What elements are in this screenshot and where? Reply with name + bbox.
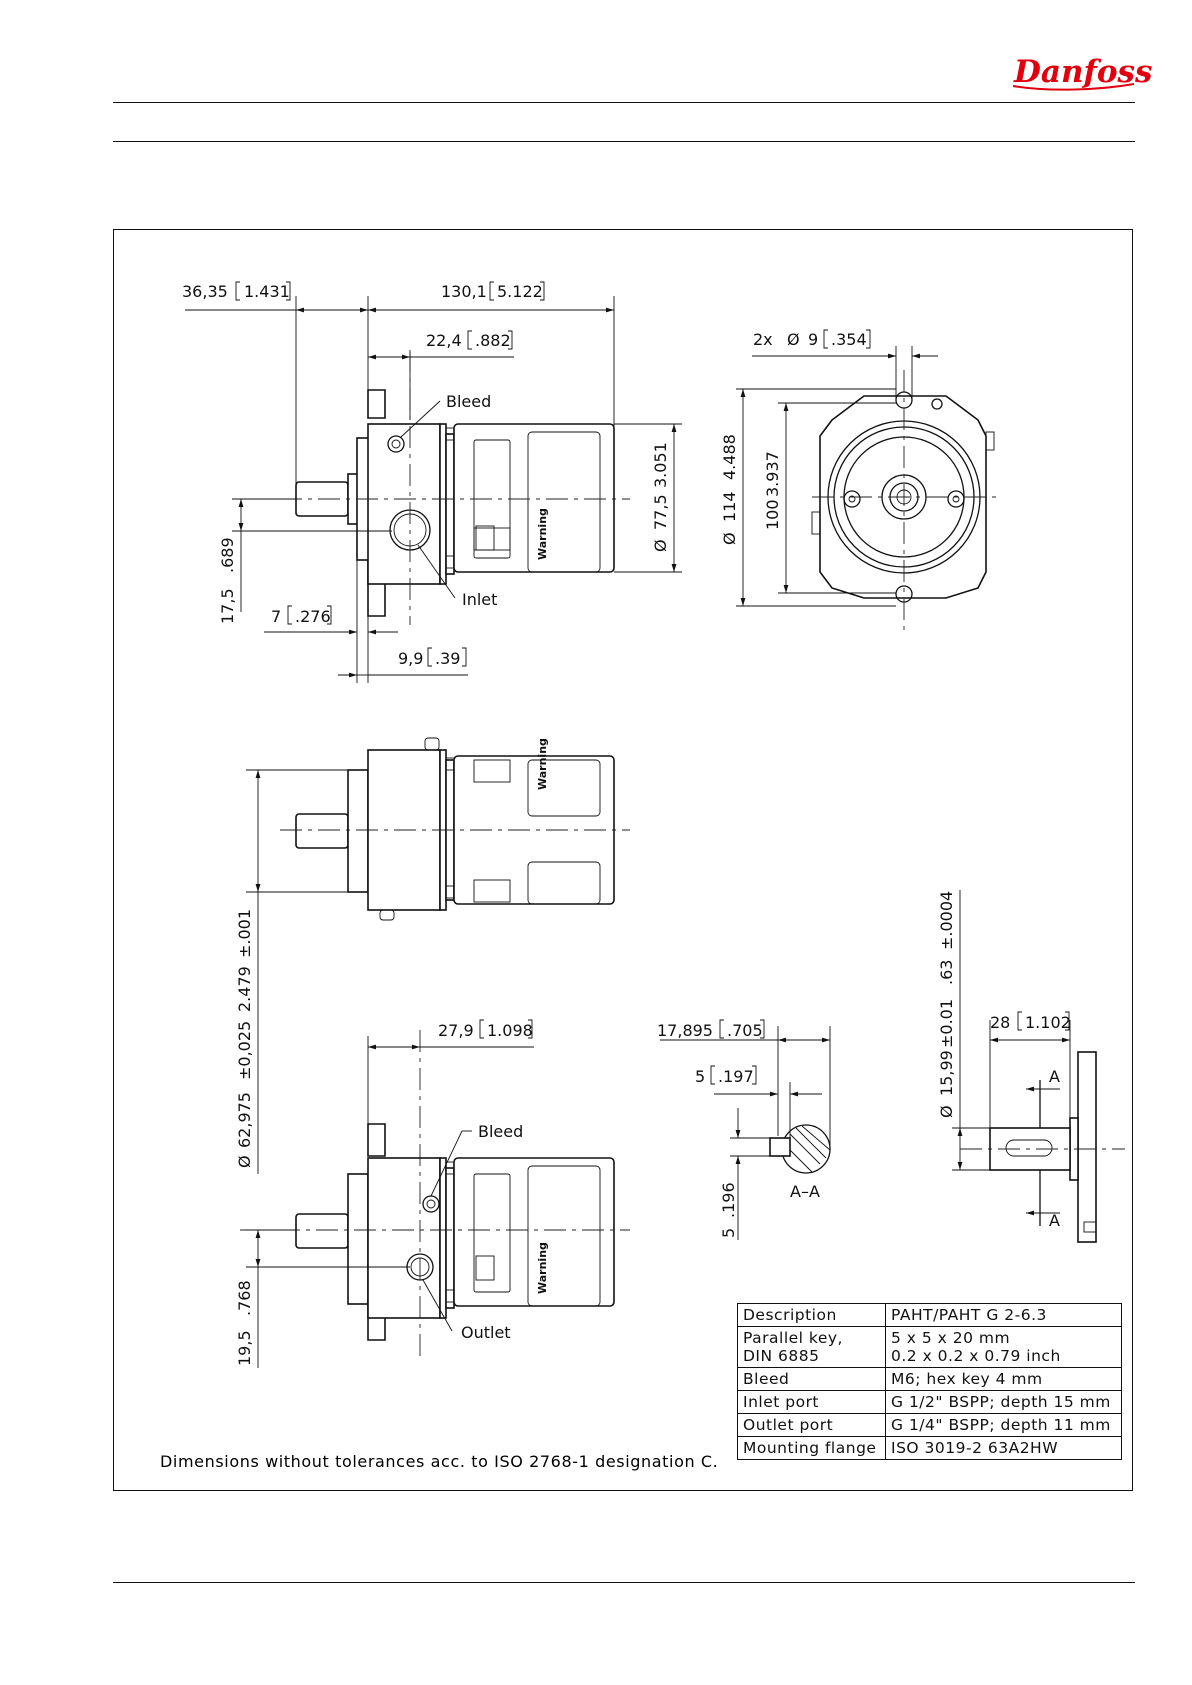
bleed-label-top: Bleed xyxy=(446,392,492,411)
spec-value: G 1/4" BSPP; depth 11 mm xyxy=(886,1414,1122,1437)
section-a-a xyxy=(657,1020,830,1240)
tolerance-note: Dimensions without tolerances acc. to ISO 2768-1 designation C. xyxy=(160,1452,719,1471)
diameter-symbol: Ø xyxy=(720,532,739,545)
cut-label-top: A xyxy=(1049,1067,1060,1086)
spec-value: ISO 3019-2 63A2HW xyxy=(886,1437,1122,1460)
specification-table xyxy=(737,1303,1122,1460)
dim-27-9-inch: 1.098 xyxy=(487,1021,533,1040)
side-view-bottom xyxy=(235,1020,630,1368)
inlet-label: Inlet xyxy=(462,590,498,609)
spec-row xyxy=(738,1391,1122,1414)
dim-5-top-inch: .197 xyxy=(718,1067,754,1086)
spec-value: 5 x 5 x 20 mm 0.2 x 0.2 x 0.79 inch xyxy=(886,1327,1122,1368)
dim-9: 9 xyxy=(808,330,819,349)
dim-22-4: 22,4 xyxy=(426,331,462,350)
dim-62-975: 62,975 xyxy=(235,1092,254,1148)
dim-62-975-inch-tol: ±.001 xyxy=(235,908,254,958)
dim-7-inch: .276 xyxy=(295,607,331,626)
dim-17-5: 17,5 xyxy=(218,588,237,624)
spec-row xyxy=(738,1414,1122,1437)
dim-130-1: 130,1 xyxy=(441,282,487,301)
side-view-top xyxy=(182,282,682,683)
dim-62-975-inch: 2.479 xyxy=(235,966,254,1012)
dim-7: 7 xyxy=(271,607,282,626)
dim-9-9-inch: .39 xyxy=(435,649,461,668)
spec-row xyxy=(738,1304,1122,1327)
dim-19-5-inch: .768 xyxy=(235,1280,254,1316)
spec-row xyxy=(738,1437,1122,1460)
dim-28: 28 xyxy=(990,1013,1011,1032)
warning-label: Warning xyxy=(536,508,549,560)
spec-value: PAHT/PAHT G 2-6.3 xyxy=(886,1304,1122,1327)
dim-77-5: 77,5 xyxy=(651,494,670,530)
dim-15-99-tol: ±0.01 xyxy=(937,998,956,1048)
dim-36-35-inch: 1.431 xyxy=(244,282,290,301)
dim-130-1-inch: 5.122 xyxy=(497,282,543,301)
spec-key: Bleed xyxy=(738,1368,886,1391)
dim-5-side: 5 xyxy=(719,1227,738,1238)
dim-15-99-inch-tol: ±.0004 xyxy=(937,890,956,950)
dim-17-5-inch: .689 xyxy=(218,537,237,573)
spec-key: Parallel key, DIN 6885 xyxy=(738,1327,886,1368)
dim-17-895-inch: .705 xyxy=(727,1021,763,1040)
dim-9-inch: .354 xyxy=(831,330,867,349)
dim-27-9: 27,9 xyxy=(438,1021,474,1040)
dim-28-inch: 1.102 xyxy=(1025,1013,1071,1032)
dim-77-5-inch: 3.051 xyxy=(651,442,670,488)
spec-key: Inlet port xyxy=(738,1391,886,1414)
dim-19-5: 19,5 xyxy=(235,1330,254,1366)
hole-count: 2x xyxy=(753,330,773,349)
diameter-symbol: Ø xyxy=(651,539,670,552)
front-view xyxy=(720,330,1000,632)
dim-100: 100 xyxy=(763,499,782,530)
spec-row xyxy=(738,1327,1122,1368)
cut-label-bottom: A xyxy=(1049,1211,1060,1230)
side-view-middle xyxy=(235,738,630,1174)
diameter-symbol: Ø xyxy=(235,1155,254,1168)
dim-36-35: 36,35 xyxy=(182,282,228,301)
spec-key: Outlet port xyxy=(738,1414,886,1437)
spec-value: M6; hex key 4 mm xyxy=(886,1368,1122,1391)
dim-15-99-inch: .63 xyxy=(937,959,956,985)
dim-5-side-inch: .196 xyxy=(719,1182,738,1218)
spec-row xyxy=(738,1368,1122,1391)
diameter-symbol: Ø xyxy=(787,330,800,349)
dim-114-inch: 4.488 xyxy=(720,434,739,480)
section-label: A–A xyxy=(790,1182,820,1201)
dim-5-top: 5 xyxy=(695,1067,706,1086)
dim-17-895: 17,895 xyxy=(657,1021,713,1040)
shaft-detail xyxy=(937,890,1125,1242)
outlet-label: Outlet xyxy=(461,1323,511,1342)
dim-9-9: 9,9 xyxy=(398,649,424,668)
spec-key: Description xyxy=(738,1304,886,1327)
dim-62-975-tol: ±0,025 xyxy=(235,1020,254,1080)
dim-114: 114 xyxy=(720,491,739,522)
logo-text: Danfoss xyxy=(1014,54,1153,90)
dim-100-inch: 3.937 xyxy=(763,451,782,497)
warning-label-middle: Warning xyxy=(536,738,549,790)
spec-key: Mounting flange xyxy=(738,1437,886,1460)
bleed-label-bottom: Bleed xyxy=(478,1122,524,1141)
dim-15-99: 15,99 xyxy=(937,1050,956,1096)
diameter-symbol: Ø xyxy=(937,1105,956,1118)
warning-label-bottom: Warning xyxy=(536,1242,549,1294)
spec-value: G 1/2" BSPP; depth 15 mm xyxy=(886,1391,1122,1414)
dim-22-4-inch: .882 xyxy=(475,331,511,350)
